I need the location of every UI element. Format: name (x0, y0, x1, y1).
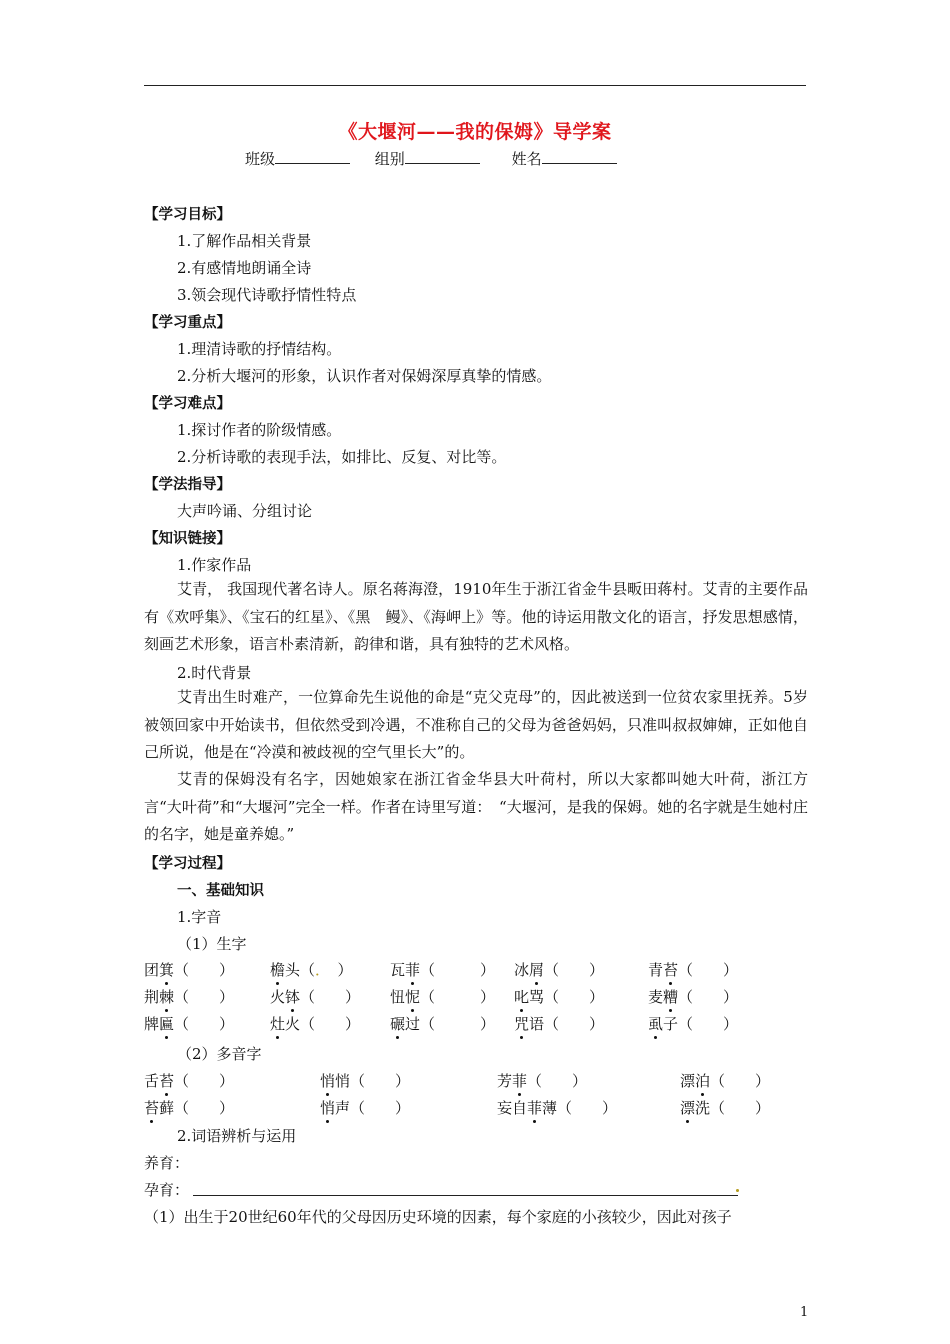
group-blank[interactable] (405, 149, 480, 164)
word-item (144, 1070, 234, 1091)
polyphone-heading: （2）多音字 (177, 1045, 262, 1063)
dotted-character: 泊 (695, 1072, 711, 1090)
question-1: （1）出生于20世纪60年代的父母因历史环境的因素，每个家庭的小孩较少，因此对孩子 (144, 1208, 732, 1226)
nanny-paragraph-text: 艾青的保姆没有名字，因她娘家在浙江省金华县大叶荷村，所以大家都叫她大叶荷，浙江方言“大叶荷”和“大堰河”完全一样。作者在诗里写道： “大堰河，是我的保姆。她的名字就是生她村庄的名字，她是童养媳。” (144, 770, 808, 843)
dotted-character: 灶 (270, 1015, 286, 1033)
word-item (390, 986, 495, 1007)
word-item (270, 959, 353, 980)
word-item (144, 959, 234, 980)
word-prefix: 火 (270, 988, 286, 1006)
word-usage-heading: 2.词语辨析与运用 (177, 1127, 297, 1145)
word-item (144, 986, 234, 1007)
dotted-character: 箕 (159, 961, 175, 979)
dotted-character: 钵 (285, 988, 301, 1006)
pronunciation-heading: 1.字音 (177, 908, 222, 926)
dotted-character: 咒 (514, 1015, 530, 1033)
answer-blank[interactable]: 洗（ ） (695, 1099, 771, 1117)
group-label: 组别 (374, 150, 405, 168)
dotted-character: 怩 (405, 988, 421, 1006)
yunyu-answer-line[interactable] (193, 1195, 738, 1196)
difficulties-heading: 【学习难点】 (144, 396, 231, 412)
student-info-fields (245, 148, 617, 169)
answer-blank[interactable]: 悄（ ） (335, 1072, 411, 1090)
yunyu-label: 孕育： (144, 1181, 190, 1199)
dotted-character: 棘 (159, 988, 175, 1006)
dotted-character: 菲 (512, 1072, 528, 1090)
word-prefix: 团 (144, 961, 160, 979)
word-item (514, 959, 604, 980)
class-blank[interactable] (275, 149, 350, 164)
word-prefix: 青 (648, 961, 664, 979)
answer-blank[interactable]: （ ） (174, 961, 235, 979)
answer-blank[interactable]: 语（ ） (529, 1015, 605, 1033)
yangyu-label: 养育： (144, 1154, 190, 1172)
dotted-character: 碾 (390, 1015, 406, 1033)
dotted-character: 苔 (159, 1072, 175, 1090)
answer-blank[interactable]: （ ） (420, 988, 496, 1006)
author-paragraph (144, 576, 808, 659)
word-item (680, 1097, 770, 1118)
word-prefix: 漂 (680, 1072, 696, 1090)
key-points-heading: 【学习重点】 (144, 315, 231, 331)
dotted-character: 漂 (680, 1099, 696, 1117)
dotted-character: 虱 (648, 1015, 664, 1033)
key-item: 2.分析大堰河的形象，认识作者对保姆深厚真挚的情感。 (177, 367, 552, 385)
word-item (514, 986, 604, 1007)
dotted-character: 悄 (320, 1099, 336, 1117)
word-prefix: 牌 (144, 1015, 160, 1033)
goals-heading: 【学习目标】 (144, 207, 231, 223)
answer-blank[interactable]: 头（ (285, 961, 316, 979)
word-prefix: 瓦 (390, 961, 406, 979)
dotted-character: 叱 (514, 988, 530, 1006)
answer-blank[interactable]: （ ） (527, 1072, 588, 1090)
word-prefix: 麦 (648, 988, 664, 1006)
dotted-character: 匾 (159, 1015, 175, 1033)
new-words-heading: （1）生字 (177, 935, 247, 953)
knowledge-heading: 【知识链接】 (144, 531, 231, 547)
answer-blank[interactable]: （ ） (678, 961, 739, 979)
word-prefix: 舌 (144, 1072, 160, 1090)
dotted-character: 菲 (405, 961, 421, 979)
dotted-character: 檐 (270, 961, 286, 979)
page-title: 《大堰河——我的保姆》导学案 (338, 121, 612, 143)
knowledge-sub-author: 1.作家作品 (177, 556, 252, 574)
key-item: 1.理清诗歌的抒情结构。 (177, 340, 342, 358)
basic-knowledge-heading: 一、基础知识 (177, 883, 264, 899)
name-blank[interactable] (542, 149, 617, 164)
page-number: 1 (800, 1305, 809, 1320)
word-item (648, 986, 738, 1007)
word-prefix: 妄自 (497, 1099, 528, 1117)
word-prefix: 芳 (497, 1072, 513, 1090)
background-paragraph-text: 艾青出生时难产，一位算命先生说他的命是“克父克母”的，因此被送到一位贫农家里抚养。5岁被领回家中开始读书，但依然受到冷遇，不准称自己的父母为爸爸妈妈，只准叫叔叔婶婶，正如他自己所说，他是在“冷漠和被歧视的空气里长大”的。 (144, 688, 808, 761)
yunyu-answer-dot (736, 1189, 739, 1192)
word-item (270, 986, 360, 1007)
knowledge-sub-background: 2.时代背景 (177, 664, 252, 682)
dotted-character: 苔 (144, 1099, 160, 1117)
process-heading: 【学习过程】 (144, 856, 231, 872)
answer-blank[interactable]: 声（ ） (335, 1099, 411, 1117)
word-item (680, 1070, 770, 1091)
word-item (390, 959, 495, 980)
answer-blank[interactable]: 薄（ ） (542, 1099, 618, 1117)
word-item (144, 1097, 234, 1118)
top-rule (144, 85, 806, 86)
answer-blank[interactable]: 火（ ） (285, 1015, 361, 1033)
answer-blank[interactable]: 子（ ） (663, 1015, 739, 1033)
word-item (320, 1097, 410, 1118)
dotted-character: 糟 (663, 988, 679, 1006)
difficulty-item: 1.探讨作者的阶级情感。 (177, 421, 342, 439)
nanny-paragraph (144, 766, 808, 849)
author-paragraph-text: 艾青， 我国现代著名诗人。原名蒋海澄，1910年生于浙江省金牛县畈田蒋村。艾青的主要作品有《欢呼集》、《宝石的红星》、《黑 鳗》、《海岬上》等。他的诗运用散文化的语言，抒发思想感情，刻画艺术形象，语言朴素清新，韵律和谐，具有独特的艺术风格。 (144, 580, 808, 653)
goal-item: 3.领会现代诗歌抒情性特点 (177, 286, 357, 304)
class-label: 班级 (245, 150, 276, 168)
method-heading: 【学法指导】 (144, 477, 231, 493)
word-item (648, 959, 738, 980)
word-prefix: 冰 (514, 961, 530, 979)
word-prefix: 荆 (144, 988, 160, 1006)
stray-dot: ． (315, 961, 323, 979)
answer-blank[interactable]: （ ） (420, 961, 496, 979)
background-paragraph (144, 684, 808, 767)
answer-blank-tail: ） (322, 961, 353, 979)
word-item (320, 1070, 410, 1091)
answer-blank[interactable]: （ ） (678, 988, 739, 1006)
word-item (514, 1013, 604, 1034)
dotted-character: 菲 (527, 1099, 543, 1117)
goal-item: 2.有感情地朗诵全诗 (177, 259, 312, 277)
word-prefix: 忸 (390, 988, 406, 1006)
answer-blank[interactable]: （ ） (174, 988, 235, 1006)
dotted-character: 悄 (320, 1072, 336, 1090)
word-item (390, 1013, 495, 1034)
answer-blank[interactable]: 藓（ ） (159, 1099, 235, 1117)
answer-blank[interactable]: （ ） (300, 988, 361, 1006)
dotted-character: 苔 (663, 961, 679, 979)
answer-blank[interactable]: （ ） (710, 1072, 771, 1090)
goal-item: 1.了解作品相关背景 (177, 232, 312, 250)
name-label: 姓名 (511, 150, 542, 168)
word-item (648, 1013, 738, 1034)
word-item (497, 1070, 587, 1091)
difficulty-item: 2.分析诗歌的表现手法，如排比、反复、对比等。 (177, 448, 507, 466)
word-item (144, 1013, 234, 1034)
dotted-character: 屑 (529, 961, 545, 979)
answer-blank[interactable]: （ ） (544, 961, 605, 979)
word-item (270, 1013, 360, 1034)
answer-blank[interactable]: （ ） (174, 1015, 235, 1033)
word-item (497, 1097, 617, 1118)
answer-blank[interactable]: 过（ ） (405, 1015, 496, 1033)
answer-blank[interactable]: 骂（ ） (529, 988, 605, 1006)
method-item: 大声吟诵、分组讨论 (177, 502, 313, 520)
answer-blank[interactable]: （ ） (174, 1072, 235, 1090)
